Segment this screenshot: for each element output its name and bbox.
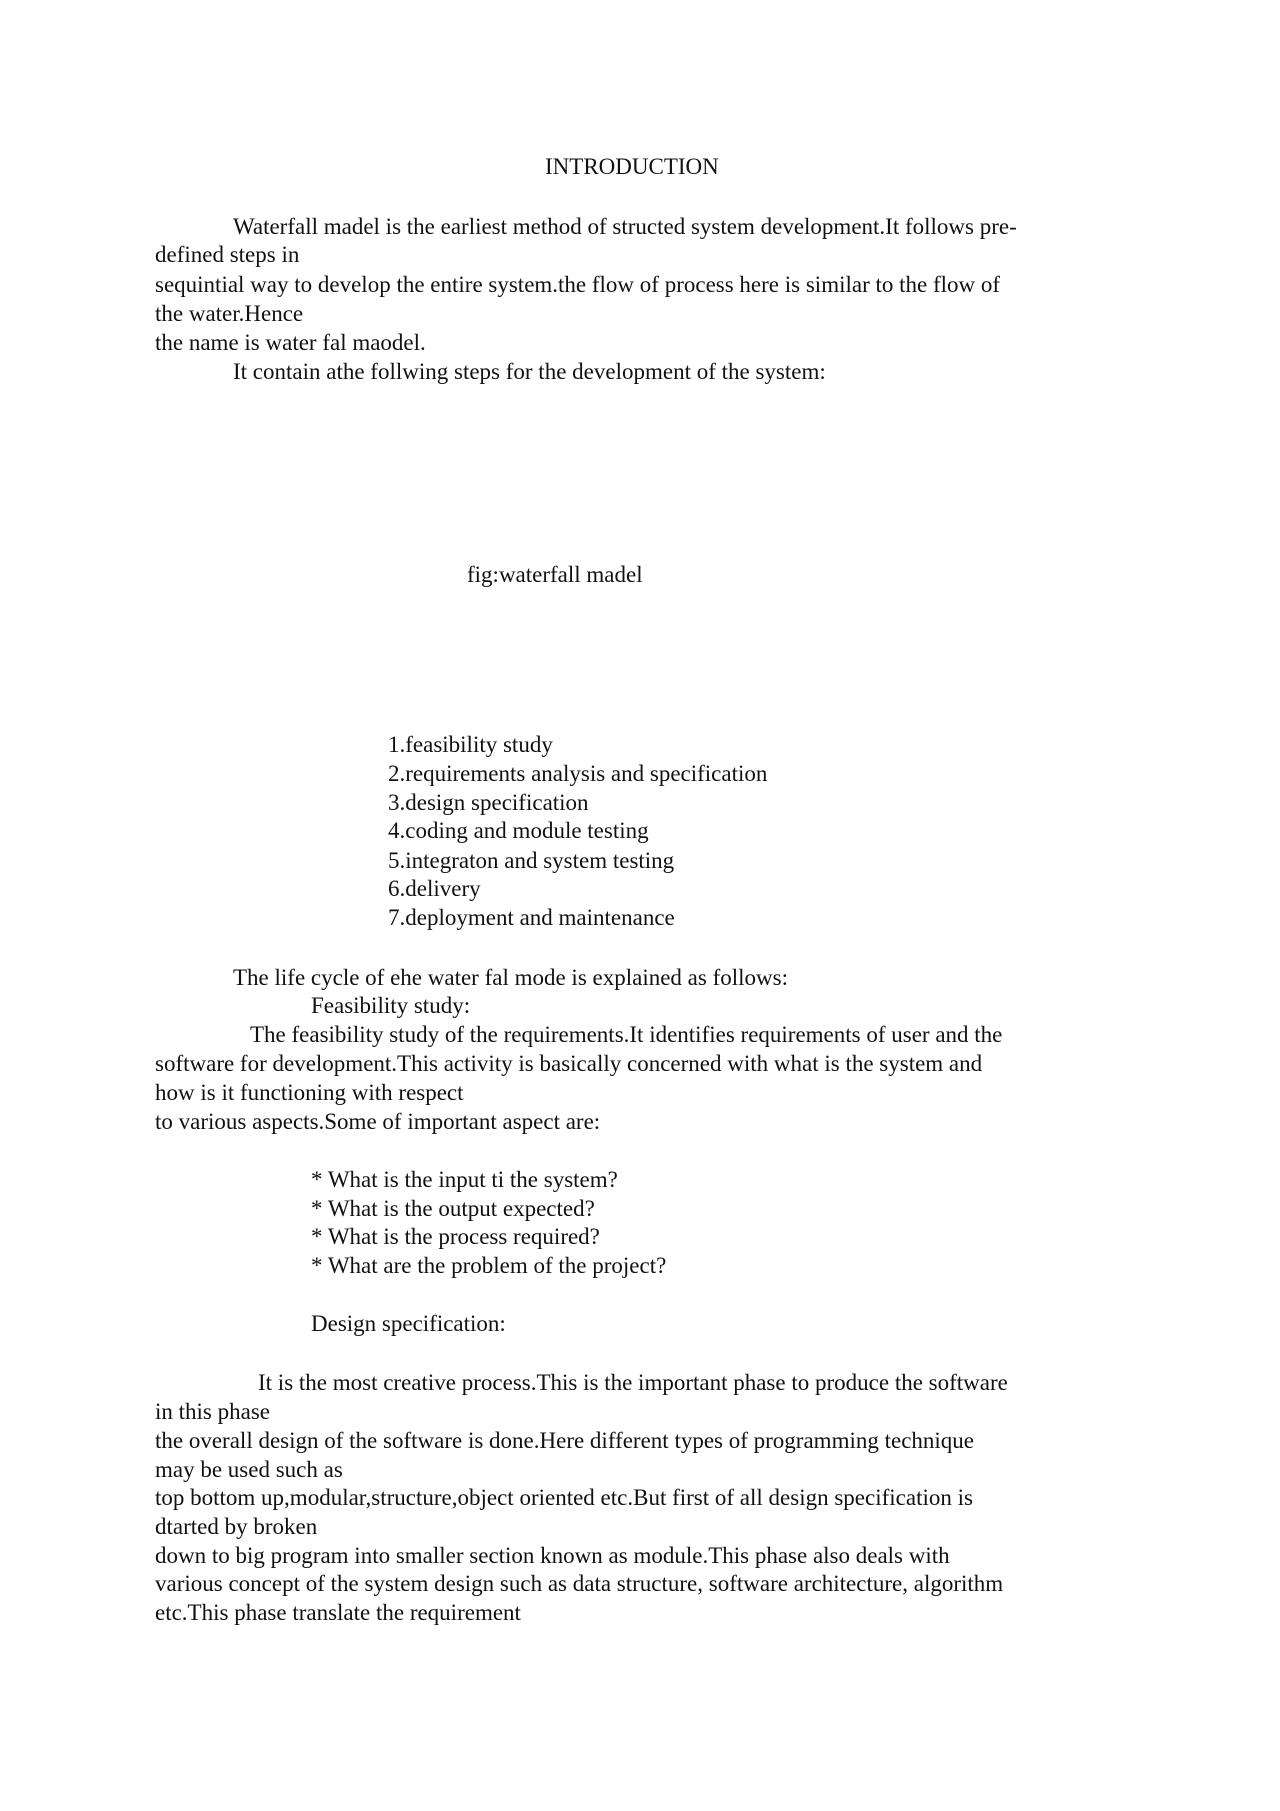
step-item: 2.requirements analysis and specification [388, 761, 768, 786]
question-item: * What is the output expected? [311, 1196, 595, 1221]
intro-line: sequintial way to develop the entire system.the flow of process here is similar to the flow of [155, 272, 1001, 297]
intro-line: the water.Hence [155, 301, 304, 326]
question-item: * What is the input ti the system? [311, 1167, 618, 1192]
design-line: dtarted by broken [155, 1514, 318, 1539]
page-title: INTRODUCTION [545, 154, 719, 179]
intro-line: Waterfall madel is the earliest method of structed system development.It follows pre- [233, 214, 1017, 239]
feasibility-heading: Feasibility study: [311, 993, 471, 1018]
design-line: top bottom up,modular,structure,object oriented etc.But first of all design specification is [155, 1485, 973, 1510]
life-cycle-intro: The life cycle of ehe water fal mode is explained as follows: [233, 965, 788, 990]
step-item: 3.design specification [388, 790, 589, 815]
intro-line: the name is water fal maodel. [155, 330, 426, 355]
question-item: * What are the problem of the project? [311, 1253, 667, 1278]
design-line: It is the most creative process.This is the important phase to produce the software [258, 1370, 1008, 1395]
intro-line: defined steps in [155, 242, 300, 267]
feasibility-line: to various aspects.Some of important aspect are: [155, 1109, 601, 1134]
steps-intro: It contain athe follwing steps for the development of the system: [233, 359, 826, 384]
design-line: may be used such as [155, 1457, 343, 1482]
feasibility-line: software for development.This activity is basically concerned with what is the system and [155, 1051, 983, 1076]
figure-caption: fig:waterfall madel [467, 562, 643, 587]
feasibility-line: how is it functioning with respect [155, 1080, 464, 1105]
design-line: in this phase [155, 1399, 270, 1424]
step-item: 5.integraton and system testing [388, 848, 675, 873]
question-item: * What is the process required? [311, 1224, 600, 1249]
step-item: 7.deployment and maintenance [388, 905, 675, 930]
step-item: 4.coding and module testing [388, 818, 649, 843]
design-line: various concept of the system design such as data structure, software architecture, algorithm [155, 1571, 1004, 1596]
step-item: 1.feasibility study [388, 732, 553, 757]
design-line: down to big program into smaller section known as module.This phase also deals with [155, 1543, 950, 1568]
design-line: etc.This phase translate the requirement [155, 1600, 521, 1625]
step-item: 6.delivery [388, 876, 481, 901]
design-line: the overall design of the software is done.Here different types of programming technique [155, 1428, 975, 1453]
design-heading: Design specification: [311, 1311, 506, 1336]
feasibility-line: The feasibility study of the requirements.It identifies requirements of user and the [250, 1022, 1003, 1047]
